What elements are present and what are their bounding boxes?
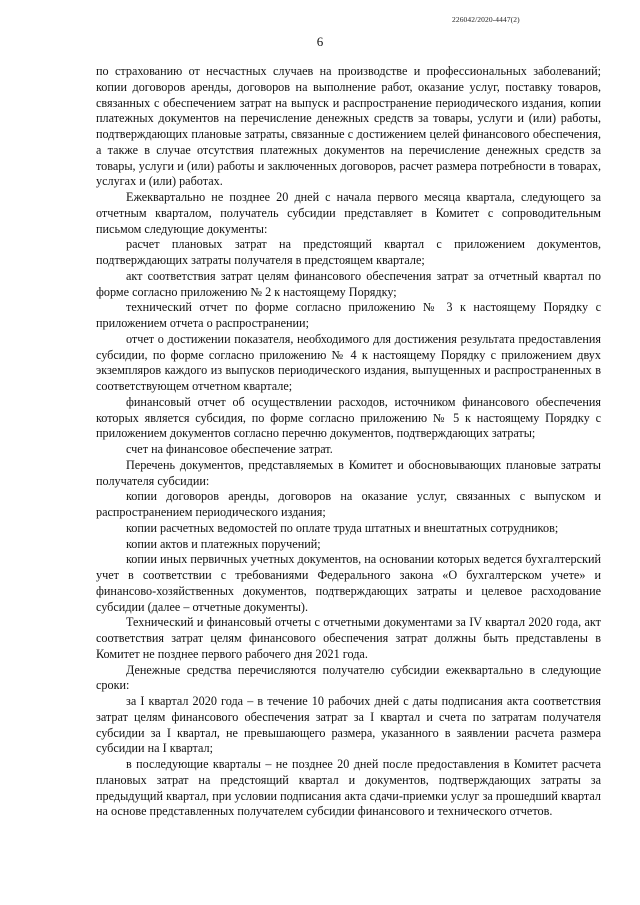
paragraph-list-item: расчет плановых затрат на предстоящий квартал с приложением документов, подтверждающих затраты получателя в предстоящем квартале; xyxy=(96,237,601,267)
paragraph-payment-terms-intro: Денежные средства перечисляются получателю субсидии ежеквартально в следующие сроки: xyxy=(96,662,601,693)
paragraph-list-item: технический отчет по форме согласно приложению № 3 к настоящему Порядку с приложением отчета о распространении; xyxy=(96,300,601,330)
paragraph-list-item: финансовый отчет об осуществлении расходов, источником финансового обеспечения которых является субсидия, по форме согласно приложению № 5 к настоящему Порядку с приложением документов согласно перечню документов, подтверждающих затраты; xyxy=(96,394,601,441)
paragraph-continuation: по страхованию от несчастных случаев на производстве и профессиональных заболеваний; копии договоров аренды, договоров на выполнение работ, оказание услуг, поставку товаров, связанных с обеспечением затрат на выпуск и распространение периодического издания, копии платежных документов на перечисление денежных средств за товары, услуги и (или) работы, подтверждающих плановые затраты, связанные с достижением целей финансового обеспечения, а также в случае отсутствия платежных документов на перечисление денежных средств за товары, услуги и (или) работы и заключенных договоров, расчет размера потребности в товарах, услугах и (или) работах. xyxy=(96,64,601,189)
paragraph-documents-list-intro: Перечень документов, представляемых в Комитет и обосновывающих плановые затраты получателя субсидии: xyxy=(96,457,601,488)
paragraph-reports-deadline: Технический и финансовый отчеты с отчетными документами за IV квартал 2020 года, акт соответствия затрат целям финансового обеспечения затрат должны быть представлены в Комитет не позднее первого рабочего дня 2021 года. xyxy=(96,615,601,661)
document-body xyxy=(96,64,601,820)
paragraph-list-item: счет на финансовое обеспечение затрат. xyxy=(126,442,333,456)
document-registration-number: 226042/2020-4447(2) xyxy=(452,15,520,24)
page-number: 6 xyxy=(316,34,324,49)
paragraph-list-item: за I квартал 2020 года – в течение 10 рабочих дней с даты подписания акта соответствия затрат целям финансового обеспечения затрат за I квартал и счета по затратам получателя субсидии за I квартал, не превышающего размера, указанного в заявлении расчета размера субсидии на I квартал; xyxy=(96,694,601,756)
paragraph-list-item: копии актов и платежных поручений; xyxy=(126,536,321,551)
paragraph-list-item: отчет о достижении показателя, необходимого для достижения результата предоставления субсидии, по форме согласно приложению № 4 к настоящему Порядку с приложением двух экземпляров каждого из выпусков периодического издания, выпущенных и распространенных в соответствующем отчетном квартале; xyxy=(96,331,601,393)
paragraph-quarterly-submission: Ежеквартально не позднее 20 дней с начала первого месяца квартала, следующего за отчетным кварталом, получатель субсидии представляет в Комитет с сопроводительным письмом следующие документы: xyxy=(96,190,601,236)
paragraph-list-item: копии расчетных ведомостей по оплате труда штатных и внештатных сотрудников; xyxy=(126,520,559,535)
paragraph-list-item: копии договоров аренды, договоров на оказание услуг, связанных с выпуском и распространением периодического издания; xyxy=(96,489,601,519)
paragraph-list-item: акт соответствия затрат целям финансового обеспечения затрат за отчетный квартал по форме согласно приложению № 2 к настоящему Порядку; xyxy=(96,268,601,299)
paragraph-list-item: копии иных первичных учетных документов, на основании которых ведется бухгалтерский учет в соответствии с требованиями Федерального закона «О бухгалтерском учете» и финансово-хозяйственных документов, подтверждающих затраты и целевое расходование субсидии (далее – отчетные документы). xyxy=(96,552,601,614)
paragraph-list-item: в последующие кварталы – не позднее 20 дней после предоставления в Комитет расчета плановых затрат на предстоящий квартал и документов, подтверждающих затраты за предыдущий квартал, при условии подписания акта сдачи-приемки услуг за прошедший квартал на основе представленных получателем субсидии финансового и технического отчетов. xyxy=(96,757,601,819)
